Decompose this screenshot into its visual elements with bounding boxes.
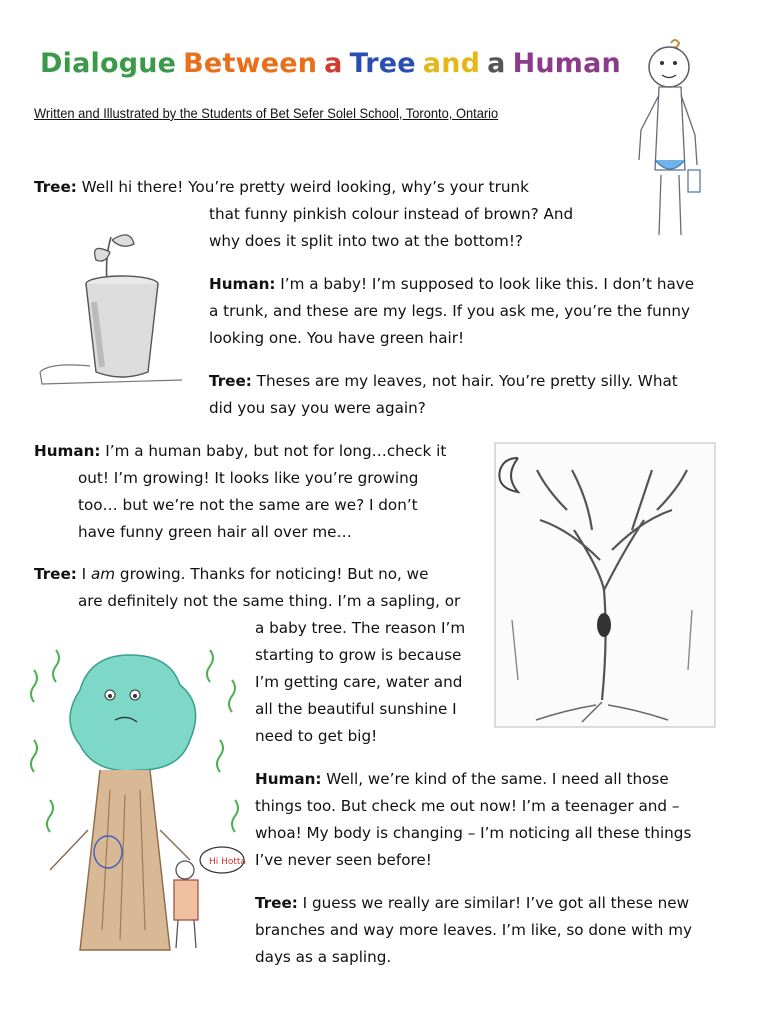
- speaker-label: Tree:: [209, 372, 252, 390]
- dialogue-line: why does it split into two at the bottom!?: [209, 232, 523, 250]
- line-text: growing. Thanks for noticing! But no, we: [115, 565, 429, 583]
- dialogue-line: starting to grow is because: [255, 646, 462, 664]
- dialogue-line: did you say you were again?: [209, 399, 426, 417]
- dialogue-line: looking one. You have green hair!: [209, 329, 465, 347]
- dialogue-line: [34, 561, 428, 588]
- dialogue-line: [255, 890, 689, 917]
- dialogue-line: [209, 271, 694, 298]
- speaker-label: Human:: [255, 770, 322, 788]
- dialogue-line: I’ve never seen before!: [255, 851, 432, 869]
- speaker-label: Tree:: [255, 894, 298, 912]
- emphasis-text: am: [91, 565, 116, 583]
- title-word: Tree: [349, 48, 416, 79]
- line-text: I’m a human baby, but not for long…check it: [100, 442, 447, 460]
- baby-human-drawing: [625, 35, 715, 245]
- dialogue-line: have funny green hair all over me…: [78, 523, 352, 541]
- dialogue-line: [209, 368, 678, 395]
- dialogue-line: are definitely not the same thing. I’m a sapling, or: [78, 592, 461, 610]
- title-word: a: [487, 48, 506, 79]
- dialogue-line: out! I’m growing! It looks like you’re growing: [78, 469, 419, 487]
- dialogue-line: days as a sapling.: [255, 948, 392, 966]
- sapling-pot-drawing: [32, 222, 202, 412]
- dialogue-line: too… but we’re not the same are we? I don’t: [78, 496, 418, 514]
- title-word: Human: [512, 48, 621, 79]
- title-word: Dialogue: [40, 48, 177, 79]
- title-word: a: [324, 48, 343, 79]
- line-text: I’m a baby! I’m supposed to look like this. I don’t have: [275, 275, 695, 293]
- dialogue-line: things too. But check me out now! I’m a teenager and –: [255, 797, 680, 815]
- cartoon-tree-drawing: [20, 630, 255, 960]
- dialogue-line: a trunk, and these are my legs. If you ask me, you’re the funny: [209, 302, 691, 320]
- speaker-label: Tree:: [34, 565, 77, 583]
- speaker-label: Human:: [34, 442, 101, 460]
- dialogue-line: [255, 766, 669, 793]
- dialogue-line: whoa! My body is changing – I’m noticing all these things: [255, 824, 692, 842]
- dialogue-line: a baby tree. The reason I’m: [255, 619, 466, 637]
- speaker-label: Tree:: [34, 178, 77, 196]
- line-text: I guess we really are similar! I’ve got all these new: [297, 894, 690, 912]
- line-text: Well hi there! You’re pretty weird looking, why’s your trunk: [76, 178, 529, 196]
- title-word: Between: [183, 48, 318, 79]
- line-text: Well, we’re kind of the same. I need all those: [321, 770, 669, 788]
- dialogue-line: [34, 174, 529, 201]
- dialogue-line: branches and way more leaves. I’m like, so done with my: [255, 921, 692, 939]
- dialogue-line: that funny pinkish colour instead of brown? And: [209, 205, 574, 223]
- page-title: [40, 48, 628, 79]
- dialogue-line: I’m getting care, water and: [255, 673, 463, 691]
- speaker-label: Human:: [209, 275, 276, 293]
- dialogue-line: [34, 438, 446, 465]
- dialogue-line: all the beautiful sunshine I: [255, 700, 457, 718]
- bare-tree-drawing: [492, 440, 718, 730]
- title-word: and: [422, 48, 481, 79]
- line-text: Theses are my leaves, not hair. You’re pretty silly. What: [251, 372, 678, 390]
- speech-bubble-text: Hi Hotta: [209, 857, 246, 867]
- line-text: I: [76, 565, 91, 583]
- dialogue-line: need to get big!: [255, 727, 378, 745]
- byline: Written and Illustrated by the Students of Bet Sefer Solel School, Toronto, Ontario: [34, 105, 499, 121]
